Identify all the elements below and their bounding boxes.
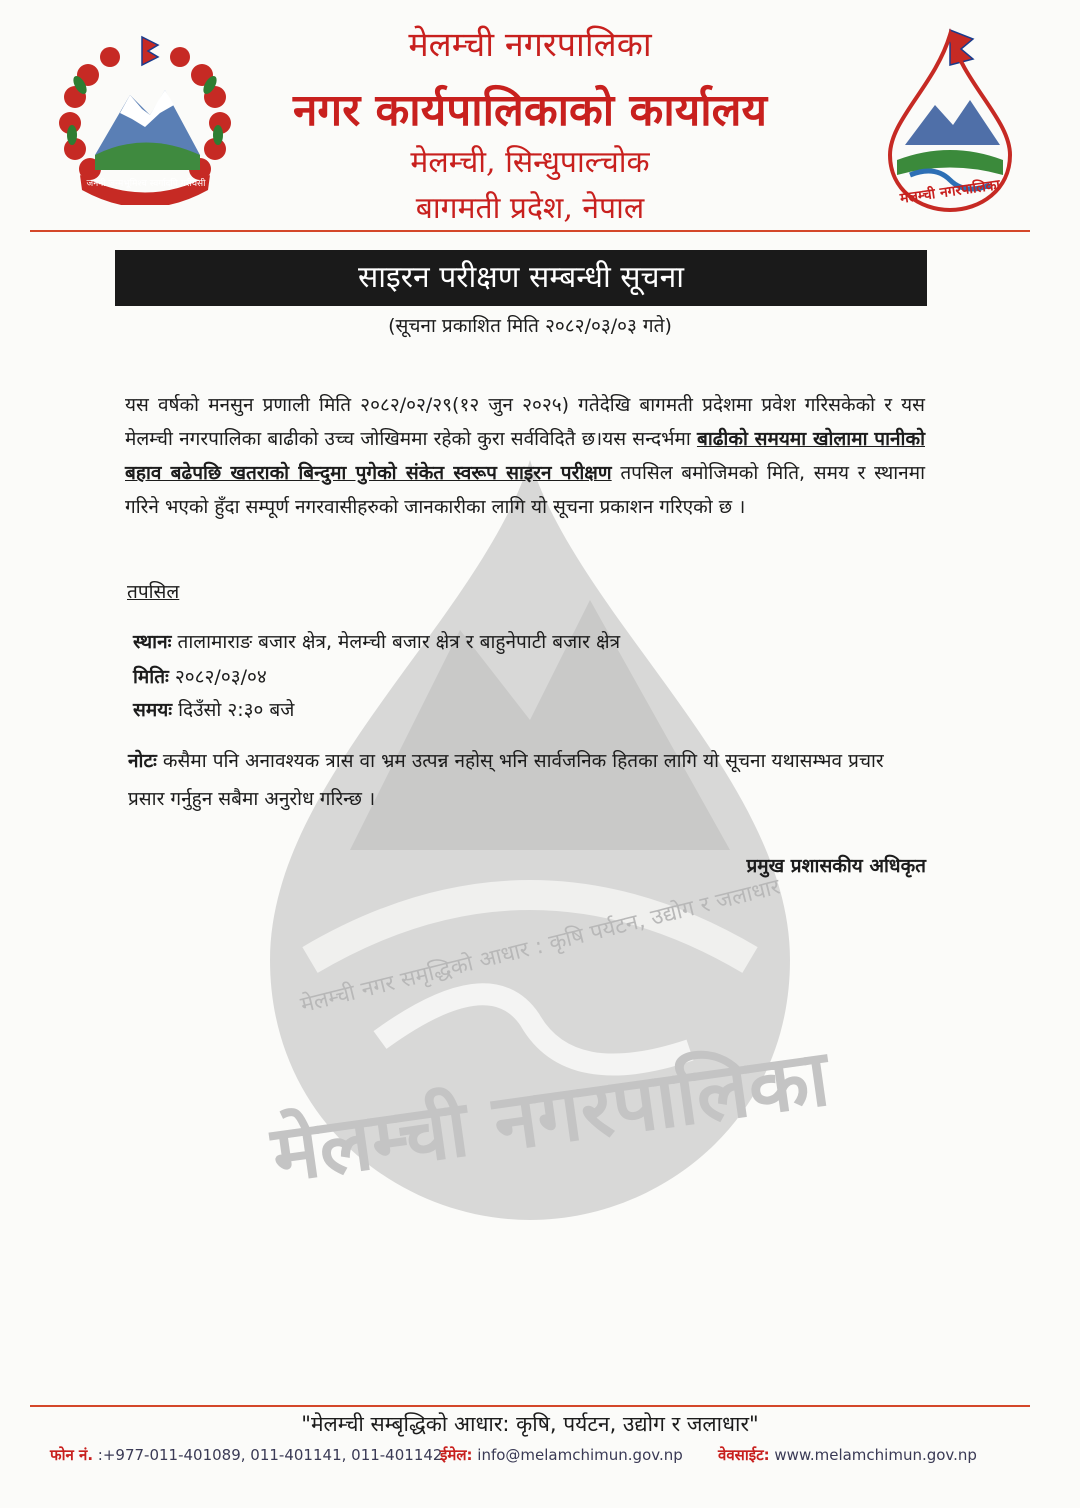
time-value: दिउँसो २:३० बजे [172,699,295,721]
note-label: नोटः [128,750,157,772]
header-location: मेलम्ची, सिन्धुपाल्चोक [410,145,650,180]
body-text-part1: यस वर्षको मनसुन प्रणाली मिति २०८२/०२/२९(१२ जुन २०२५) गतेदेखि बागमती प्रदेशमा प्रवेश गरिसकेको र यस मेलम्ची नगरपालिका बाढीको उच्च जोखिममा रहेको कुरा सर्वविदितै छ।यस सन्दर्भमा [125,394,925,450]
website-label: वेवसाईट: [718,1446,770,1464]
date-label: मितिः [133,666,169,688]
date-value: २०८२/०३/०४ [168,666,267,688]
notice-body [125,388,925,524]
header-office-title: नगर कार्यपालिकाको कार्यालय [293,85,767,136]
emblem-motto: जननी जन्मभूमिश्च स्वर्गादपि गरीयसी [86,179,206,189]
footer-website [718,1445,977,1465]
detail-date [133,663,267,689]
header-office-name: मेलम्ची नगरपालिका [408,25,652,65]
footer-email [440,1445,683,1465]
body-text-underlined: बाढीको समयमा खोलामा पानीको बहाव बढेपछि खतराको बिन्दुमा पुगेको संकेत स्वरूप साइरन परीक्षण [125,428,925,484]
details-heading: तपसिल [127,581,180,603]
header-province: बागमती प्रदेश, नेपाल [415,191,645,226]
body-text-part2: तपसिल बमोजिमको मिति, समय र स्थानमा गरिने भएको हुँदा सम्पूर्ण नगरवासीहरुको जानकारीका लागि यो सूचना प्रकाशन गरिएको छ । [125,462,925,518]
signatory-title: प्रमुख प्रशासकीय अधिकृत [746,855,926,877]
watermark-tagline: मेलम्ची नगर समृद्धिको आधार : कृषि पर्यटन, उद्योग र जलाधार [298,874,783,1019]
phone-label: फोन नं. [50,1446,94,1464]
detail-time [133,696,294,722]
header-divider [30,230,1030,232]
publication-date: (सूचना प्रकाशित मिति २०८२/०३/०३ गते) [388,315,672,337]
logo-caption: मेलम्ची नगरपालिका [899,177,1001,207]
detail-place [133,628,620,654]
footer-divider [30,1405,1030,1407]
time-label: समयः [133,699,173,721]
watermark-name: मेलम्ची नगरपालिका [266,1033,835,1201]
footer-phone [50,1445,442,1465]
notice-note [128,742,918,818]
place-label: स्थानः [133,631,172,653]
notice-title: साइरन परीक्षण सम्बन्धी सूचना [115,250,927,306]
email-label: ईमेल: [440,1446,473,1464]
website-value: www.melamchimun.gov.np [769,1446,977,1464]
footer-tagline: "मेलम्ची सम्बृद्धिको आधार: कृषि, पर्यटन, उद्योग र जलाधार" [301,1412,759,1436]
phone-value: :+977-011-401089, 011-401141, 011-401142 [93,1446,443,1464]
email-value: info@melamchimun.gov.np [472,1446,683,1464]
note-text: कसैमा पनि अनावश्यक त्रास वा भ्रम उत्पन्न नहोस् भनि सार्वजनिक हितका लागि यो सूचना यथासम्भव प्रचार प्रसार गर्नुहुन सबैमा अनुरोध गरिन्छ । [128,750,884,810]
place-value: तालामाराङ बजार क्षेत्र, मेलम्ची बजार क्षेत्र र बाहुनेपाटी बजार क्षेत्र [171,631,621,653]
